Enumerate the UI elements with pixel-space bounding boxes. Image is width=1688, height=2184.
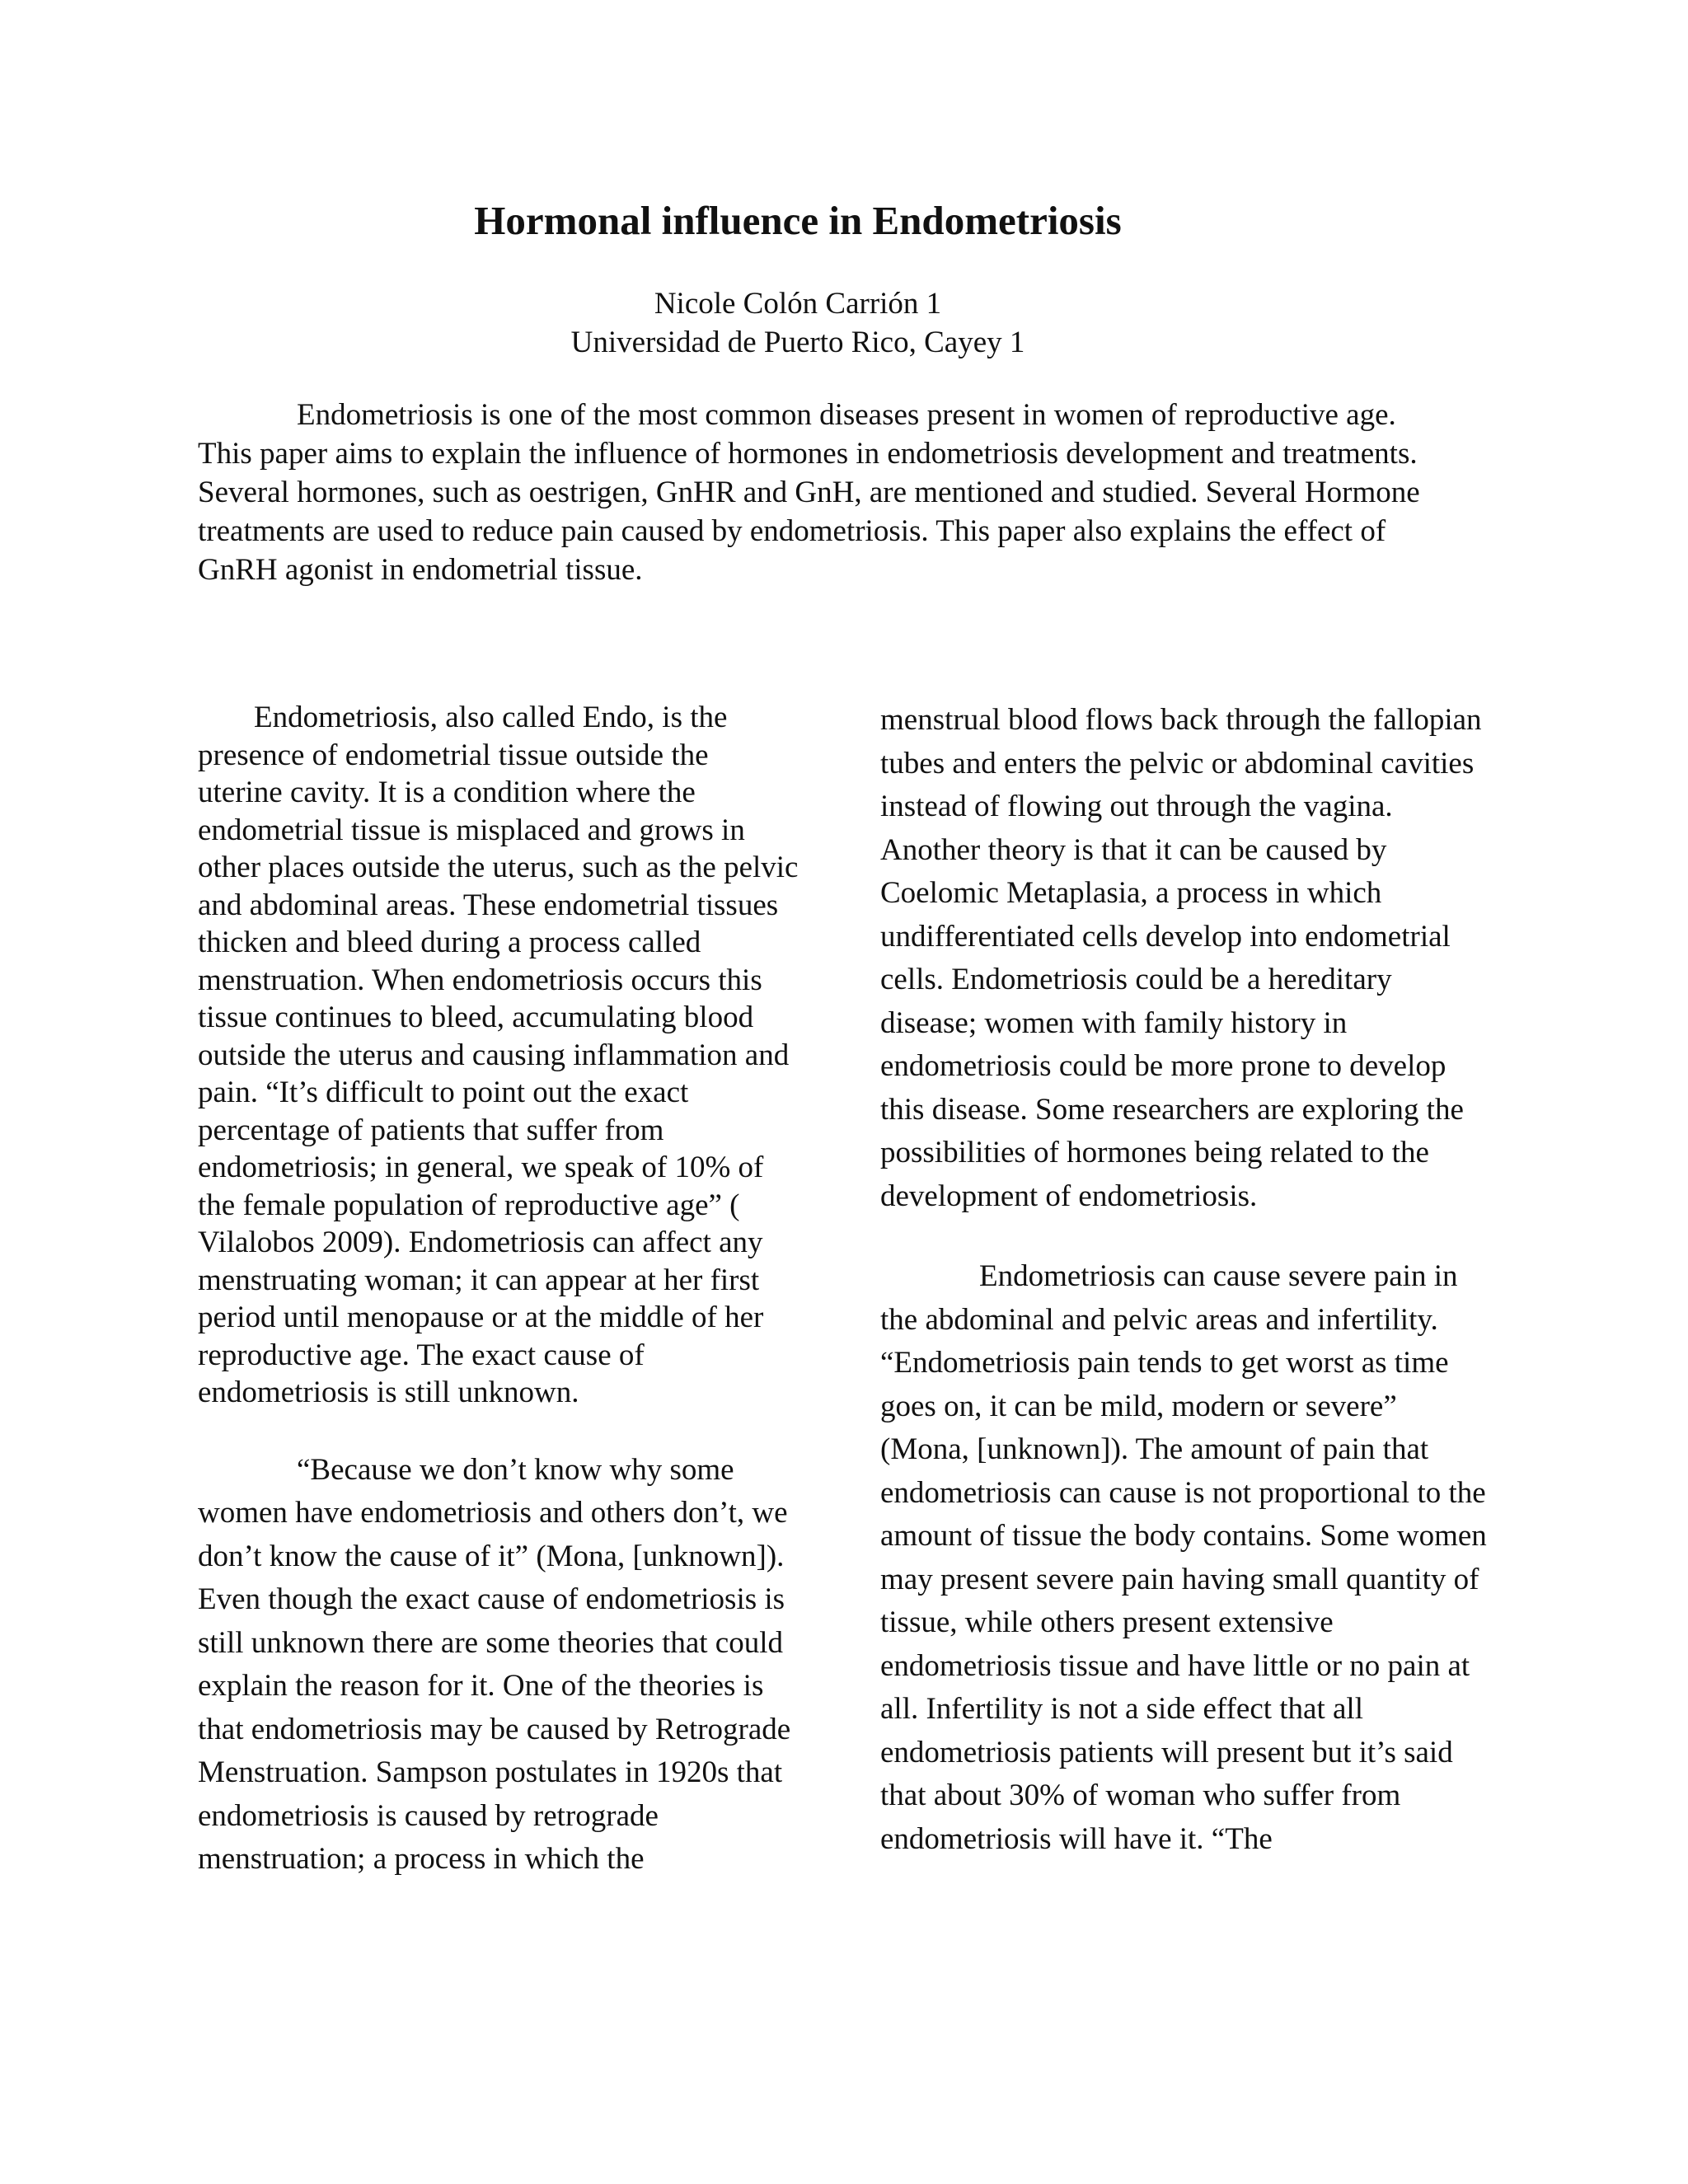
author-affiliation: Universidad de Puerto Rico, Cayey 1 (570, 326, 1025, 359)
body-column-left (198, 699, 799, 1882)
body-paragraph: Endometriosis, also called Endo, is the presence of endometrial tissue outside the uterine cavity. It is a condition where the endometrial tissue is misplaced and grows in other places outside the uterus, such as the pelvic and abdominal areas. These endometrial tissues thicken and bleed during a process called menstruation. When endometriosis occurs this tissue continues to bleed, accumulating blood outside the uterus and causing inflammation and pain. “It’s difficult to point out the exact percentage of patients that suffer from endometriosis; in general, we speak of 10% of the female population of reproductive age” ( Vilalobos 2009). Endometriosis can affect any menstruating woman; it can appear at her first period until menopause or at the middle of her reproductive age. The exact cause of endometriosis is still unknown. (198, 701, 799, 1409)
body-paragraph: Endometriosis can cause severe pain in the abdominal and pelvic areas and infertility. “Endometriosis pain tends to get worst as time goes on, it can be mild, modern or severe” (Mona, [unknown]). The amount of pain that endometriosis can cause is not proportional to the amount of tissue the body contains. Some women may present severe pain having small quantity of tissue, while others present extensive endometriosis tissue and have little or no pain at all. Infertility is not a side effect that all endometriosis patients will present but it’s said that about 30% of woman who suffer from endometriosis will have it. “The (880, 1259, 1487, 1856)
body-column-right (880, 699, 1490, 1861)
abstract-paragraph: Endometriosis is one of the most common diseases present in women of reproductive age. This paper aims to explain the influence of hormones in endometriosis development and treatments. Several hormones, such as oestrigen, GnHR and GnH, are mentioned and studied. Several Hormone treatments are used to reduce pain caused by endometriosis. This paper also explains the effect of GnRH agonist in endometrial tissue. (198, 398, 1420, 587)
body-paragraph: menstrual blood flows back through the fallopian tubes and enters the pelvic or abdominal cavities instead of flowing out through the vagina. Another theory is that it can be caused by Coelomic Metaplasia, a process in which undifferentiated cells develop into endometrial cells. Endometriosis could be a hereditary disease; women with family history in endometriosis could be more prone to develop this disease. Some researchers are exploring the possibilities of hormones being related to the development of endometriosis. (880, 703, 1482, 1213)
paper-title: Hormonal influence in Endometriosis (474, 198, 1122, 243)
body-paragraph: “Because we don’t know why some women have endometriosis and others don’t, we don’t know the cause of it” (Mona, [unknown]). Even though the exact cause of endometriosis is still unknown there are some theories that could explain the reason for it. One of the theories is that endometriosis may be caused by Retrograde Menstruation. Sampson postulates in 1920s that endometriosis is caused by retrograde menstruation; a process in which the (198, 1452, 791, 1876)
author-block (0, 284, 1596, 362)
author-name: Nicole Colón Carrión 1 (654, 287, 942, 321)
